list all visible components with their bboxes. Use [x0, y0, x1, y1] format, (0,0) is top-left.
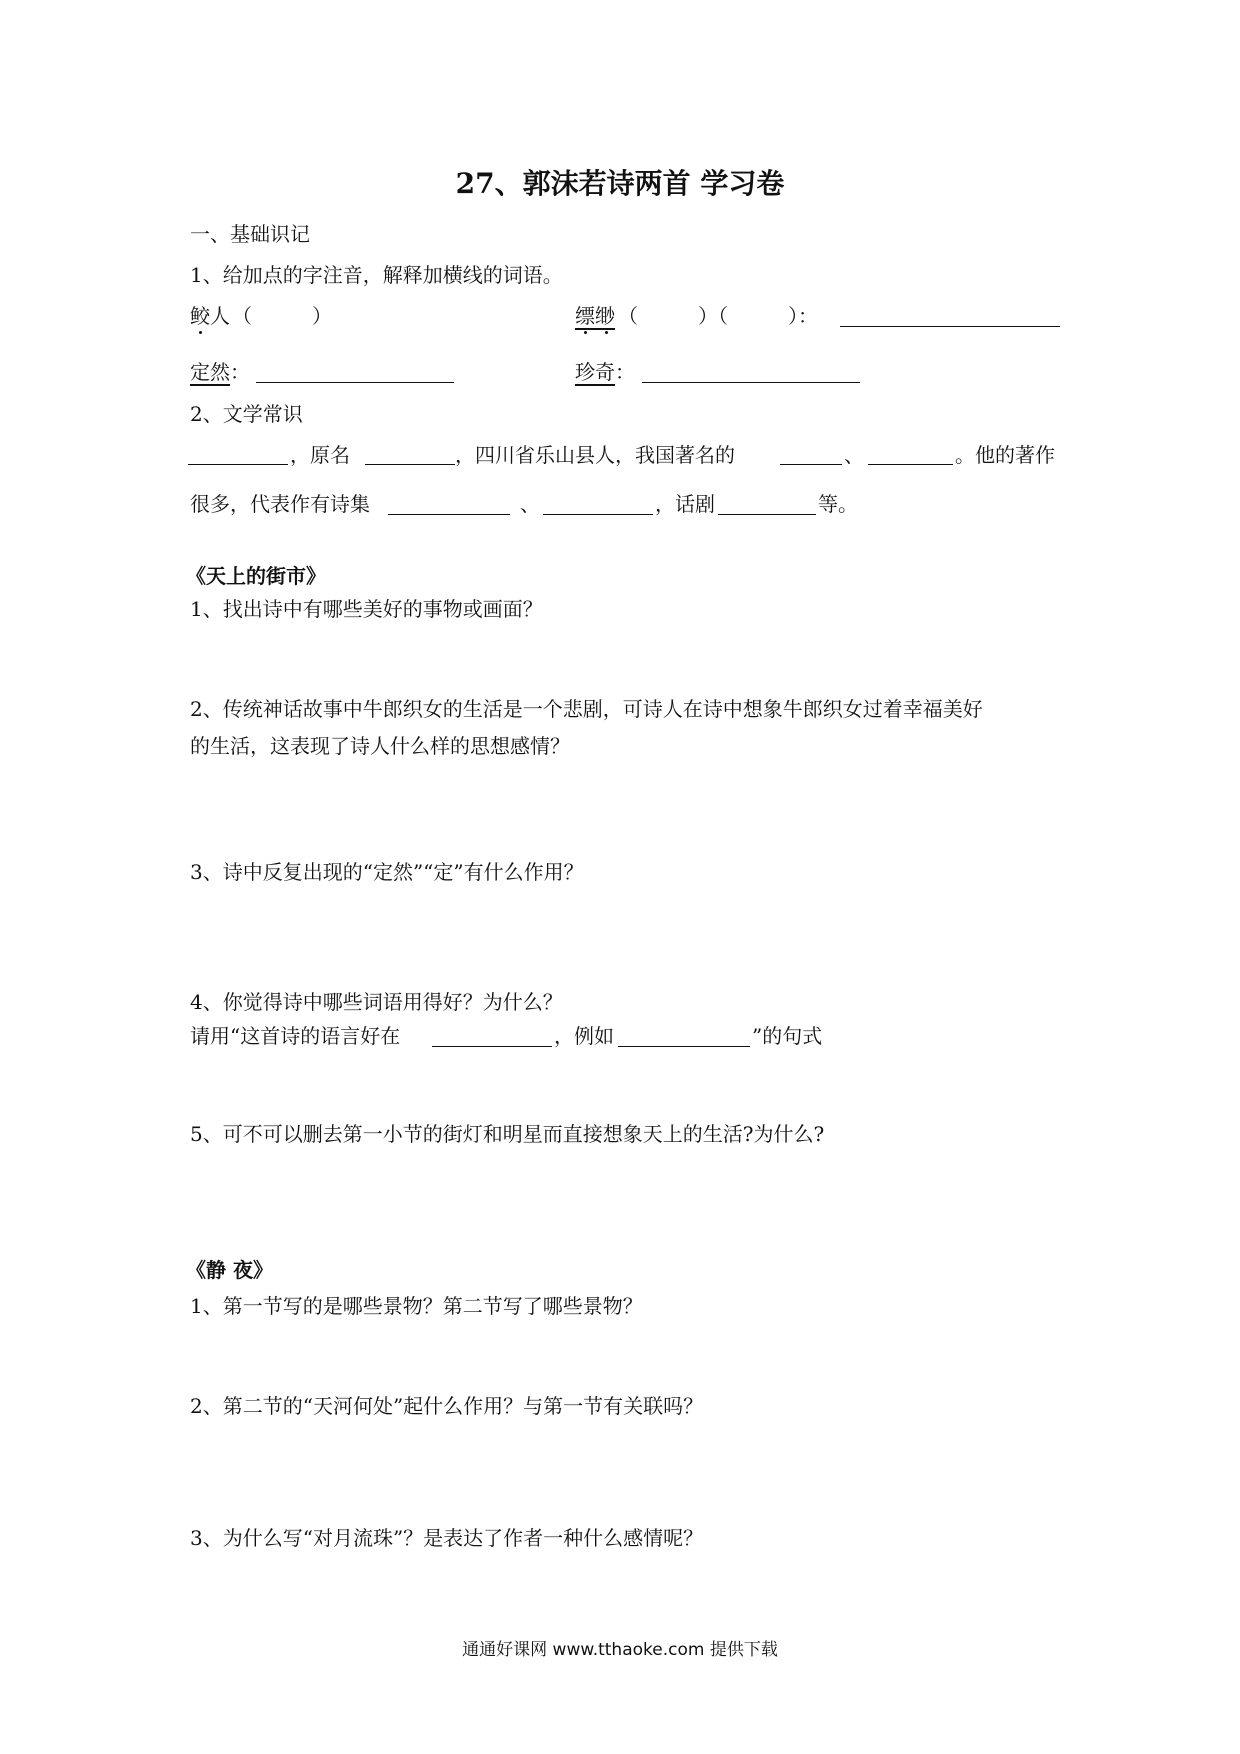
answer-line [868, 464, 953, 465]
footer-source: 通通好课网 www.tthaoke.com 提供下载 [462, 1640, 778, 1660]
poem1-question-4-hint: ”的句式 [752, 1024, 823, 1048]
emphasis-dot [584, 331, 587, 334]
poem1-question-4-hint: 请用“这首诗的语言好在 [190, 1024, 401, 1048]
poem1-question-3: 3、诗中反复出现的“定然”“定”有什么作用？ [190, 860, 584, 884]
literature-text: ，四川省乐山县人，我国著名的 [455, 443, 735, 467]
answer-line [618, 1046, 750, 1047]
section-heading-basics: 一、基础识记 [190, 222, 310, 246]
poem2-question-3: 3、为什么写“对月流珠”？是表达了作者一种什么感情呢？ [190, 1526, 704, 1550]
word-dingran: 定然 [190, 360, 230, 384]
colon: ： [230, 360, 250, 384]
answer-line [256, 382, 454, 383]
emphasis-dot [199, 331, 202, 334]
answer-line [780, 464, 842, 465]
literature-text: 很多，代表作有诗集 [190, 492, 370, 516]
poem1-question-4: 4、你觉得诗中哪些词语用得好？为什么？ [190, 990, 563, 1014]
pinyin-blank-1: （ ） [232, 304, 332, 328]
colon: ： [615, 360, 635, 384]
answer-line [642, 382, 860, 383]
poem1-question-2-line2: 的生活，这表现了诗人什么样的思想感情？ [190, 734, 570, 758]
poem1-question-1: 1、找出诗中有哪些美好的事物或画面？ [190, 597, 543, 621]
literature-text: 、 [520, 492, 540, 516]
answer-line [365, 464, 455, 465]
poem1-question-4-hint: ，例如 [554, 1024, 614, 1048]
word-jiaoren: 鲛人 [190, 304, 230, 328]
question-1-prompt: 1、给加点的字注音，解释加横线的词语。 [190, 263, 563, 287]
emphasis-dot [605, 331, 608, 334]
word-piaomiao: 缥缈 [575, 304, 615, 328]
literature-text: ，话剧 [655, 492, 715, 516]
poem2-question-1: 1、第一节写的是哪些景物？第二节写了哪些景物？ [190, 1294, 643, 1318]
literature-text: 。他的著作 [955, 443, 1055, 467]
answer-line [718, 514, 816, 515]
literature-text: 等。 [818, 492, 858, 516]
poem-heading-jingye: 《静 夜》 [186, 1258, 273, 1282]
word-zhenqi: 珍奇 [575, 360, 615, 384]
answer-line [543, 514, 653, 515]
answer-line [388, 514, 510, 515]
answer-line [188, 464, 288, 465]
poem-heading-tianshang: 《天上的街市》 [186, 564, 326, 588]
literature-text: ，原名 [290, 443, 350, 467]
literature-text: 、 [844, 443, 864, 467]
page-title: 27、郭沫若诗两首 学习卷 [455, 167, 785, 200]
question-2-prompt: 2、文学常识 [190, 402, 303, 426]
poem1-question-5: 5、可不可以删去第一小节的街灯和明星而直接想象天上的生活?为什么? [190, 1122, 825, 1146]
poem2-question-2: 2、第二节的“天河何处”起什么作用？与第一节有关联吗？ [190, 1394, 704, 1418]
poem1-question-2-line1: 2、传统神话故事中牛郎织女的生活是一个悲剧，可诗人在诗中想象牛郎织女过着幸福美好 [190, 697, 983, 721]
pinyin-blank-2: （ ）（ ）： [618, 304, 818, 328]
answer-line [432, 1046, 552, 1047]
answer-line [840, 326, 1060, 327]
